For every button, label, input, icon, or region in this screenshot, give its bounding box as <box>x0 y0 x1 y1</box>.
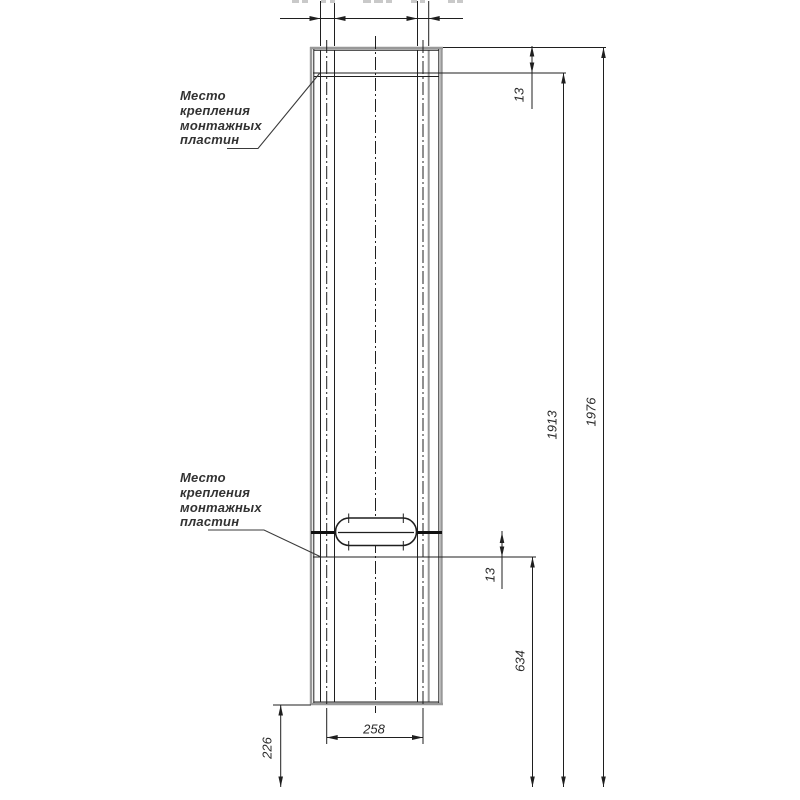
callout-line: крепления <box>180 102 251 118</box>
callout-line: Место <box>180 470 226 485</box>
dim-text-634: 634 <box>512 650 528 672</box>
dim-text-258: 258 <box>363 721 385 737</box>
callout-line: крепления <box>180 484 251 500</box>
dimension-1976 <box>601 48 606 788</box>
dim-text-13-bottom: 13 <box>482 567 498 583</box>
leader-bottom-mount <box>208 530 320 557</box>
handle-recess-oval <box>336 518 417 546</box>
extension-lines-right <box>443 48 606 558</box>
center-lines <box>327 36 423 706</box>
top-dimension-cutoff-marks <box>292 0 463 3</box>
dim-text-13-top: 13 <box>511 87 527 103</box>
dim-text-226: 226 <box>259 737 275 759</box>
dimension-634 <box>530 557 535 787</box>
callout-line: пластин <box>180 514 240 530</box>
callout-line: пластин <box>180 132 240 148</box>
dimension-226 <box>278 705 283 787</box>
callout-line: монтажных <box>180 117 262 133</box>
callout-line: Место <box>180 88 226 103</box>
callout-top-mounting-plates <box>180 89 262 148</box>
dimension-1913 <box>561 73 566 787</box>
callout-line: монтажных <box>180 499 262 515</box>
dim-text-1913: 1913 <box>544 410 560 440</box>
dimension-13-top <box>530 46 535 109</box>
dimension-13-bottom <box>500 531 505 589</box>
top-dimension-chain <box>280 1 463 46</box>
dim-text-1976: 1976 <box>583 397 599 427</box>
callout-bottom-mounting-plates <box>180 471 262 530</box>
